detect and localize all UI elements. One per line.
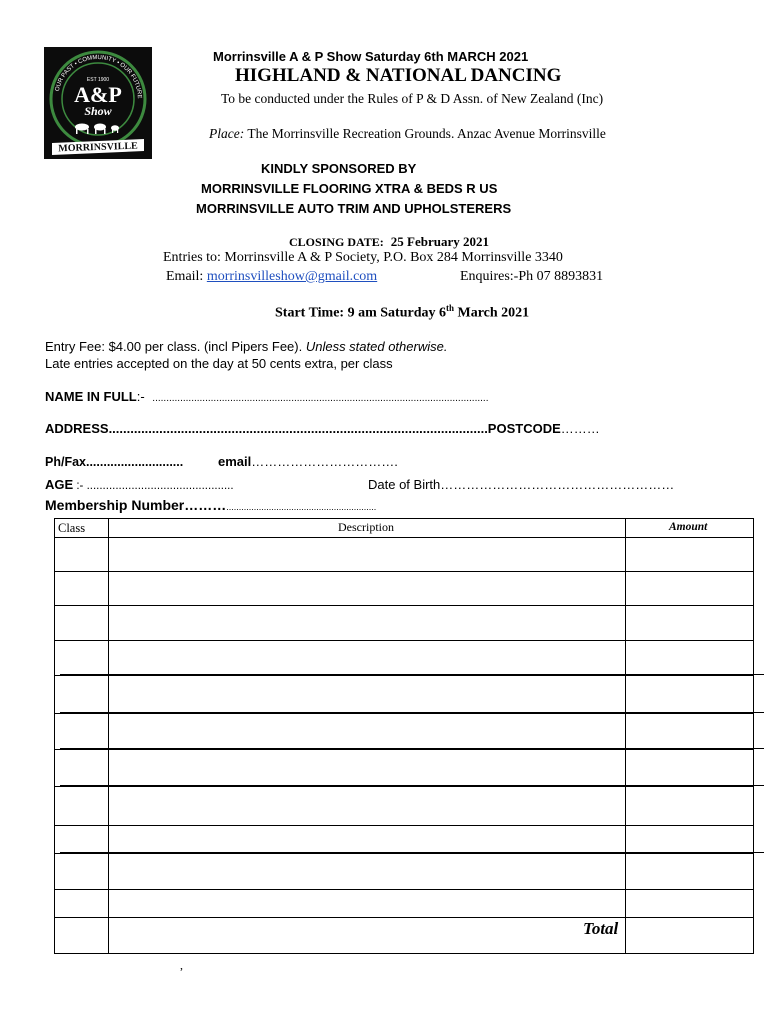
place-label: Place: [209, 126, 245, 141]
row-rule [60, 785, 764, 786]
entry-fee-line [45, 339, 447, 354]
email-field[interactable] [218, 454, 398, 469]
table-row [55, 605, 753, 606]
table-row [55, 825, 753, 826]
closing-date-label: CLOSING DATE: [289, 235, 384, 249]
logo-show-text: Show [84, 104, 112, 118]
total-label: Total [583, 919, 619, 938]
logo-banner-text: MORRINSVILLE [58, 140, 138, 155]
table-row [55, 889, 753, 890]
entries-address: Entries to: Morrinsville A & P Society, P.O. Box 284 Morrinsville 3340 [163, 250, 563, 265]
start-time-sup: th [445, 303, 454, 313]
address-field[interactable] [45, 421, 600, 436]
closing-date [289, 234, 489, 250]
table-row [55, 749, 753, 750]
logo-ring-text: OUR PAST • COMMUNITY • OUR FUTURE [54, 54, 143, 99]
closing-date-value: 25 February 2021 [390, 234, 490, 249]
dob-label: Date of Birth [368, 477, 441, 492]
table-row [55, 640, 753, 641]
column-divider-class [108, 519, 109, 953]
logo-ap-text: A&P [74, 82, 122, 107]
age-dots: :- .............................................. [73, 480, 234, 492]
table-row [55, 675, 753, 676]
email-line [166, 269, 377, 285]
start-time [275, 303, 529, 322]
place-line [209, 126, 606, 142]
show-logo [44, 47, 152, 159]
table-row [55, 917, 753, 918]
enquiries-phone: Enquires:-Ph 07 8893831 [460, 269, 604, 284]
email-link[interactable]: morrinsvilleshow@gmail.com [206, 269, 378, 284]
entry-table [54, 518, 754, 954]
table-row [55, 786, 753, 787]
start-time-suffix: March 2021 [454, 305, 530, 321]
late-entries-line: Late entries accepted on the day at 50 cents extra, per class [45, 356, 393, 371]
start-time-prefix: Start Time: 9 am Saturday 6 [275, 305, 446, 321]
row-rule [60, 748, 764, 749]
place-value: The Morrinsville Recreation Grounds. Anzac Avenue Morrinsville [244, 126, 606, 141]
phfax-field[interactable] [45, 454, 183, 469]
column-header-class: Class [58, 521, 86, 535]
name-label: NAME IN FULL [45, 389, 137, 404]
dob-field[interactable] [368, 477, 674, 492]
sponsor-heading: KINDLY SPONSORED BY [261, 161, 417, 176]
address-label: ADDRESS.........................................................................................................POSTCODE [45, 421, 561, 436]
table-row [55, 537, 753, 538]
age-label: AGE [45, 477, 74, 492]
sponsor-line-2: MORRINSVILLE AUTO TRIM AND UPHOLSTERERS [196, 201, 512, 216]
email-field-dots: ……………………………. [251, 454, 398, 469]
entry-fee-text: Entry Fee: $4.00 per class. (incl Pipers Fee). [45, 339, 306, 354]
row-rule [60, 674, 764, 675]
membership-label: Membership Number……… [45, 497, 227, 513]
logo-emblem-icon [44, 47, 152, 159]
table-row [55, 853, 753, 854]
table-row [55, 571, 753, 572]
page-title: HIGHLAND & NATIONAL DANCING [235, 65, 562, 86]
logo-est-text: EST 1900 [86, 77, 110, 83]
membership-dots: ............................................................ [226, 502, 377, 512]
entry-fee-note: Unless stated otherwise. [305, 339, 448, 354]
row-rule [60, 712, 764, 713]
table-row [55, 713, 753, 714]
name-dots: ......................................................................................................................... [152, 393, 489, 404]
address-dots: ……… [560, 421, 600, 436]
age-field[interactable] [45, 477, 234, 492]
email-label: Email: [166, 269, 207, 284]
show-date-line: Morrinsville A & P Show Saturday 6th MARCH 2021 [213, 49, 529, 64]
name-field[interactable] [45, 389, 488, 404]
dob-dots: ……………………………………………… [440, 477, 675, 492]
sponsor-line-1: MORRINSVILLE FLOORING XTRA & BEDS R US [201, 181, 498, 196]
membership-field[interactable] [45, 497, 376, 513]
column-header-description: Description [338, 520, 394, 534]
phfax-label: Ph/Fax............................ [45, 455, 184, 469]
footnote-mark: , [180, 958, 183, 972]
email-field-label: email [218, 454, 252, 469]
name-suffix: :- [136, 389, 145, 404]
row-rule [60, 852, 764, 853]
column-divider-amount [625, 519, 626, 953]
column-header-amount: Amount [669, 521, 708, 533]
rules-line: To be conducted under the Rules of P & D Assn. of New Zealand (Inc) [221, 91, 604, 106]
